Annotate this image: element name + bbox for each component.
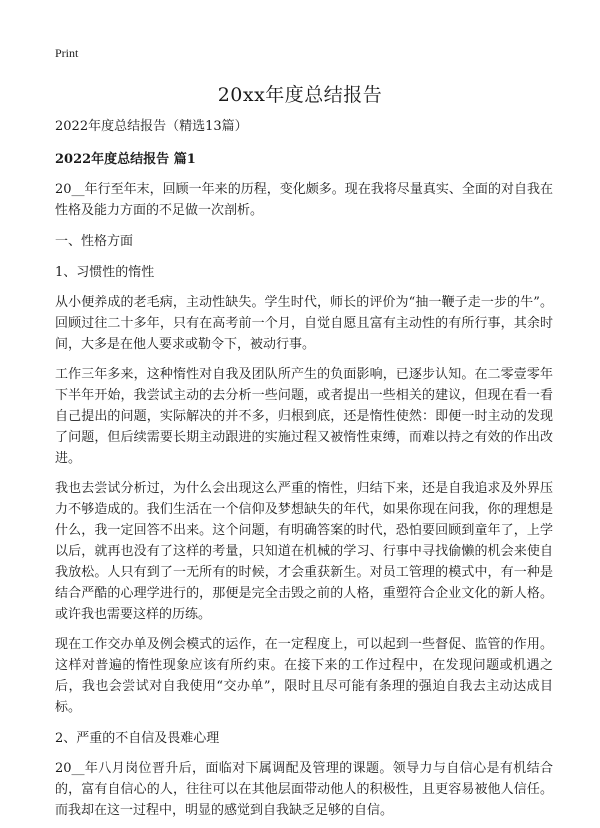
document-body (55, 116, 553, 821)
print-link[interactable]: Print (55, 46, 79, 60)
paragraph-inertia-2: 工作三年多来，这种惰性对自我及团队所产生的负面影响，已逐步认知。在二零壹零年下半年开始，我尝试主动的去分析一些问题，或者提出一些相关的建议，但现在看一看自己提出的问题，实际解决的并不多，归根到底，还是惰性使然：即便一时主动的发现了问题，但后续需要长期主动跟进的实施过程又被惰性束缚，而难以持之有效的作出改进。 (55, 367, 553, 466)
section-heading: 2022年度总结报告 篇1 (55, 152, 196, 167)
heading-inertia: 1、习惯性的惰性 (55, 265, 155, 280)
paragraph-intro: 20__年行至年末，回顾一年来的历程，变化颇多。现在我将尽量真实、全面的对自我在性格及能力方面的不足做一次剖析。 (55, 182, 553, 218)
heading-confidence: 2、严重的不自信及畏难心理 (55, 731, 220, 746)
heading-personality: 一、性格方面 (55, 234, 134, 249)
paragraph-inertia-1: 从小便养成的老毛病，主动性缺失。学生时代，师长的评价为“抽一鞭子走一步的牛”。回顾过往二十多年，只有在高考前一个月，自觉自愿且富有主动性的有所行事，其余时间，大多是在他人要求或勒令下，被动行事。 (55, 295, 553, 352)
paragraph-inertia-3: 我也去尝试分析过，为什么会出现这么严重的惰性，归结下来，还是自我追求及外界压力不够造成的。我们生活在一个信仰及梦想缺失的年代，如果你现在问我，你的理想是什么，我一定回答不出来。这个问题，有明确答案的时代，恐怕要回顾到童年了，上学以后，就再也没有了这样的考量，只知道在机械的学习、行事中寻找偷懒的机会来使自我放松。人只有到了一无所有的时候，才会重获新生。对员工管理的模式中，有一种是结合严酷的心理学进行的，那便是完全击毁之前的人格，重塑符合企业文化的新人格。或许我也需要这样的历练。 (55, 481, 553, 622)
document-subtitle: 2022年度总结报告（精选13篇） (55, 119, 248, 134)
paragraph-confidence-1: 20__年八月岗位晋升后，面临对下属调配及管理的课题。领导力与自信心是有机结合的，富有自信心的人，往往可以在其他层面带动他人的积极性，且更容易被他人信任。而我却在这一过程中，明显的感觉到自我缺乏足够的自信。 (55, 761, 553, 818)
page-title: 20xx年度总结报告 (217, 84, 383, 106)
paragraph-inertia-4: 现在工作交办单及例会模式的运作，在一定程度上，可以起到一些督促、监管的作用。这样对普遍的惰性现象应该有所约束。在接下来的工作过程中，在发现问题或机遇之后，我也会尝试对自我使用“交办单”，限时且尽可能有条理的强迫自我去主动达成目标。 (55, 637, 553, 715)
